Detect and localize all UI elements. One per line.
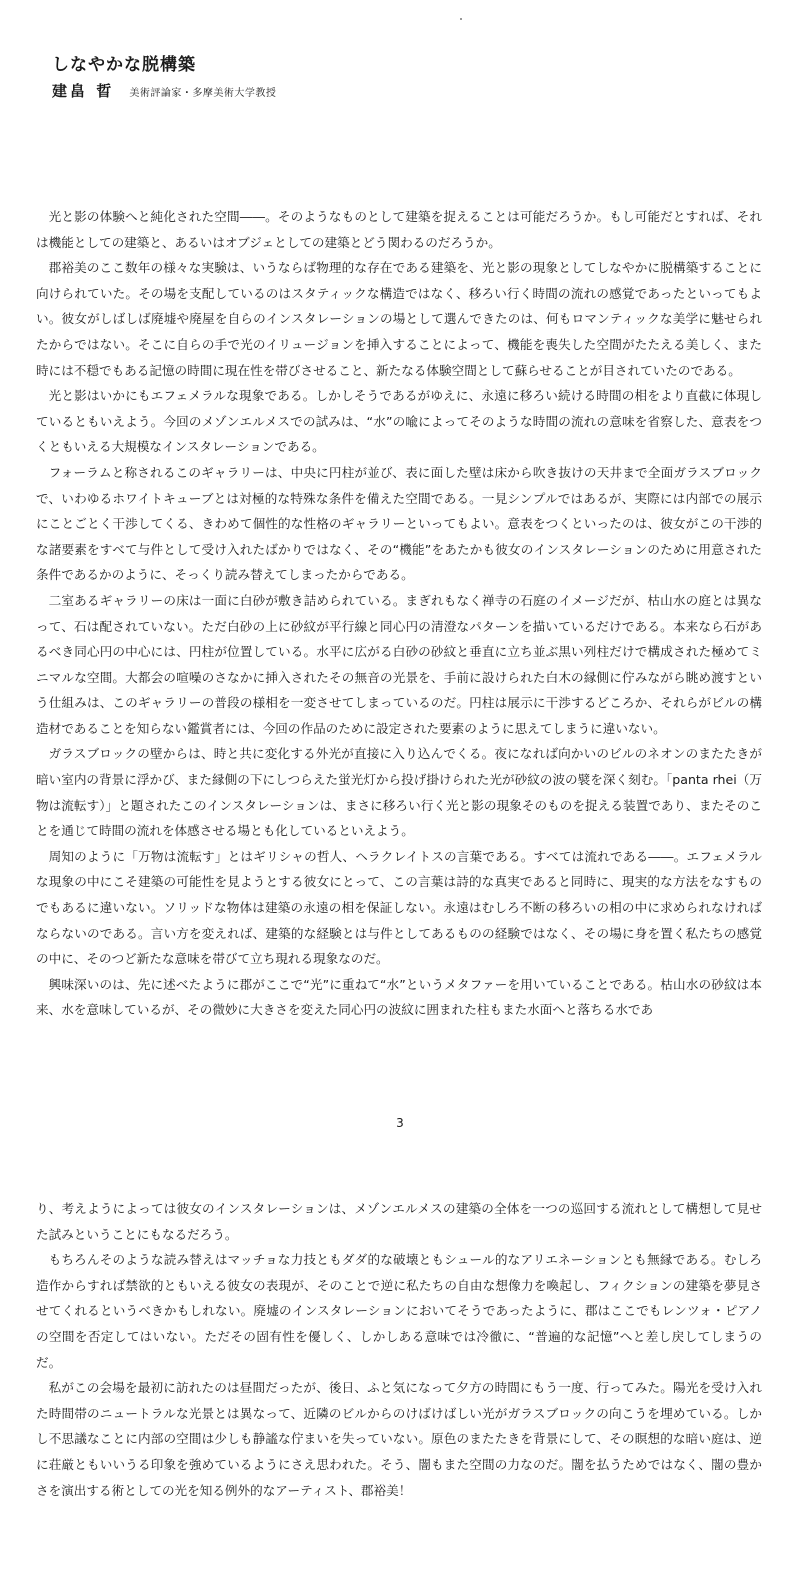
paragraph: 郡裕美のここ数年の様々な実験は、いうならば物理的な存在である建築を、光と影の現象としてしなやかに脱構築することに向けられていた。その場を支配しているのはスタティックな構造ではなく、移ろい行く時間の流れの感覚であったといってもよい。彼女がしばしば廃墟や廃屋を自らのインスタレーションの場として選んできたのは、何もロマンティックな美学に魅せられたからではない。そこに自らの手で光のイリュージョンを挿入することによって、機能を喪失した空間がたたえる美しく、また時には不穏でもある記憶の時間に現在性を帯びさせること、新たなる体験空間として蘇らせることが目されていたのである。 — [36, 260, 762, 378]
paragraph: ガラスブロックの壁からは、時と共に変化する外光が直接に入り込んでくる。夜になれば向かいのビルのネオンのまたたきが暗い室内の背景に浮かび、また縁側の下にしつらえた蛍光灯から投げ掛けられた光が砂紋の波の襞を深く刻む。「panta rhei（万物は流転す）」と題されたこのインスタレーションは、まさに移ろい行く光と影の現象そのものを捉える装置であり、またそのことを通じて時間の流れを体感させる場とも化しているといえよう。 — [36, 746, 762, 839]
paragraph: 光と影の体験へと純化された空間――。そのようなものとして建築を捉えることは可能だろうか。もし可能だとすれば、それは機能としての建築と、あるいはオブジェとしての建築とどう関わるのだろうか。 — [36, 209, 762, 250]
body-text-page-1 — [36, 204, 762, 1023]
paragraph: 私がこの会場を最初に訪れたのは昼間だったが、後日、ふと気になって夕方の時間にもう一度、行ってみた。陽光を受け入れた時間帯のニュートラルな光景とは異なって、近隣のビルからのけばけばしい光がガラスブロックの向こうを埋めている。しかし不思議なことに内部の空間は少しも静謐な佇まいを失っていない。原色のまたたきを背景にして、その瞑想的な暗い庭は、逆に荘厳ともいいうる印象を強めているようにさえ思われた。そう、闇もまた空間の力なのだ。闇を払うためではなく、闇の豊かさを演出する術としての光を知る例外的なアーティスト、郡裕美！ — [36, 1380, 763, 1498]
paragraph: もちろんそのような読み替えはマッチョな力技ともダダ的な破壊ともシュール的なアリエネーションとも無縁である。むしろ造作からすれば禁欲的ともいえる彼女の表現が、そのことで逆に私たちの自由な想像力を喚起し、フィクションの建築を夢見させてくれるというべきかもしれない。廃墟のインスタレーションにおいてそうであったように、郡はここでもレンツォ・ピアノの空間を否定してはいない。ただその固有性を優しく、しかしある意味では冷徹に、“普遍的な記憶”へと差し戻してしまうのだ。 — [36, 1252, 762, 1370]
paragraph: 周知のように「万物は流転す」とはギリシャの哲人、ヘラクレイトスの言葉である。すべては流れである――。エフェメラルな現象の中にこそ建築の可能性を見ようとする彼女にとって、この言葉は詩的な真実であると同時に、現実的な方法をなすものでもあるに違いない。ソリッドな物体は建築の永遠の相を保証しない。永遠はむしろ不断の移ろいの相の中に求められなければならないのである。言い方を変えれば、建築的な経験とは与件としてあるものの経験ではなく、その場に身を置く私たちの感覚の中に、そのつど新たな意味を帯びて立ち現れる現象なのだ。 — [36, 848, 762, 967]
article-title: しなやかな脱構築 — [52, 55, 196, 75]
paragraph: 二室あるギャラリーの床は一面に白砂が敷き詰められている。まぎれもなく禅寺の石庭のイメージだが、枯山水の庭とは異なって、石は配されていない。ただ白砂の上に砂紋が平行線と同心円の清澄なパターンを描いているだけである。本来なら石があるべき同心円の中心には、円柱が位置している。水平に広がる白砂の砂紋と垂直に立ち並ぶ黒い列柱だけで構成された極めてミニマルな空間。大都会の喧噪のさなかに挿入されたその無音の光景を、手前に設けられた白木の縁側に佇みながら眺め渡すという仕組みは、このギャラリーの普段の様相を一変させてしまっているのだ。円柱は展示に干渉するどころか、それらがビルの構造材であることを知らない鑑賞者には、今回の作品のために設定された要素のように思えてしまうに違いない。 — [36, 592, 762, 736]
author-line — [52, 80, 276, 101]
paragraph-continuation: り、考えようによっては彼女のインスタレーションは、メゾンエルメスの建築の全体を一つの巡回する流れとして構想して見せた試みということにもなるだろう。 — [36, 1201, 762, 1242]
body-text-page-2 — [36, 1196, 762, 1503]
paragraph: 興味深いのは、先に述べたように郡がここで“光”に重ねて“水”というメタファーを用いていることである。枯山水の砂紋は本来、水を意味しているが、その微妙に大きさを変えた同心円の波紋に囲まれた柱もまた水面へと落ちる水であ — [36, 976, 762, 1018]
scan-speck — [460, 18, 462, 20]
author-name: 建畠 晢 — [52, 82, 115, 100]
page-number: 3 — [396, 1116, 404, 1130]
paragraph: フォーラムと称されるこのギャラリーは、中央に円柱が並び、表に面した壁は床から吹き抜けの天井まで全面ガラスブロックで、いわゆるホワイトキューブとは対極的な特殊な条件を備えた空間である。一見シンプルではあるが、実際には内部での展示にことごとく干渉してくる、きわめて個性的な性格のギャラリーといってもよい。意表をつくといったのは、彼女がこの干渉的な諸要素をすべて与件として受け入れたばかりではなく、その“機能”をあたかも彼女のインスタレーションのために用意された条件であるかのように、そっくり読み替えてしまったからである。 — [36, 464, 762, 583]
paragraph: 光と影はいかにもエフェメラルな現象である。しかしそうであるがゆえに、永遠に移ろい続ける時間の相をより直截に体現しているともいえよう。今回のメゾンエルメスでの試みは、“水”の喩によってそのような時間の流れの意味を省察した、意表をつくともいえる大規模なインスタレーションである。 — [36, 388, 762, 455]
author-affiliation: 美術評論家・多摩美術大学教授 — [129, 88, 277, 99]
